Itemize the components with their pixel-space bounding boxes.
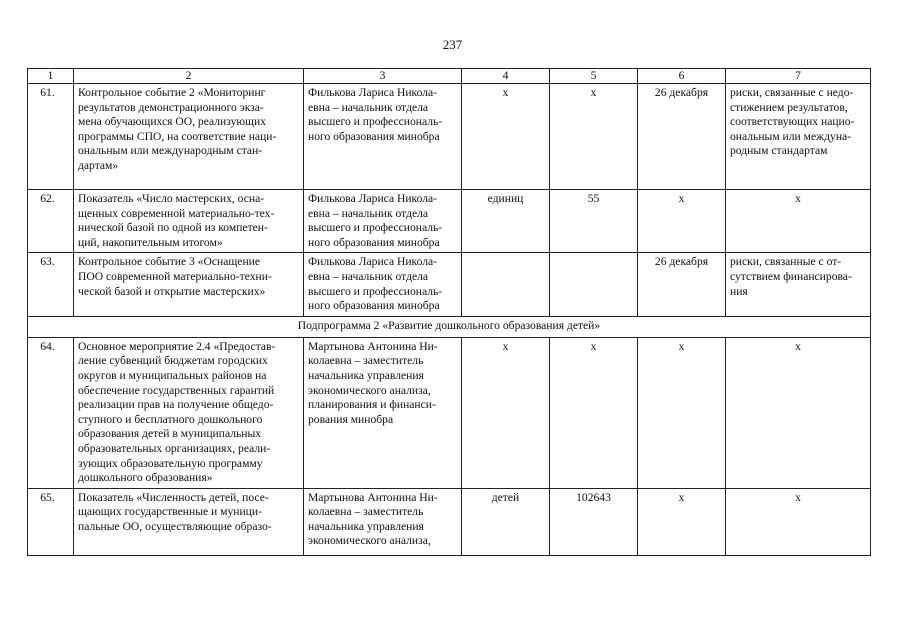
column-header: 6	[638, 69, 726, 84]
risk-cell: х	[726, 488, 871, 555]
column-header: 1	[28, 69, 74, 84]
event-name: Контрольное событие 3 «Оснащение ПОО современной материально-техни- ческой базой и открытие мастерских»	[74, 253, 304, 316]
risk-cell: риски, связанные с недо- стижением результатов, соответствующих нацио- ональным или междуна- родным стандартам	[726, 84, 871, 190]
deadline-cell: 26 декабря	[638, 253, 726, 316]
responsible-person: Филькова Лариса Никола- евна – начальник отдела высшего и профессиональ- ного образования минобра	[304, 253, 462, 316]
plan-table	[27, 68, 871, 556]
subprogram-row	[28, 316, 871, 337]
event-name: Основное мероприятие 2.4 «Предостав- ление субвенций бюджетам городских округов и муниципальных районов на обеспечение государственных гарантий реализации прав на получение общедо- ступного и бесплатного дошкольного образования детей в муниципальных образовательных организациях, реали- зующих образовательную программу дошкольного образования»	[74, 337, 304, 488]
row-number: 61.	[28, 84, 74, 190]
row-number: 64.	[28, 337, 74, 488]
unit-cell: единиц	[462, 190, 550, 253]
subprogram-title: Подпрограмма 2 «Развитие дошкольного образования детей»	[28, 316, 871, 337]
row-number: 63.	[28, 253, 74, 316]
unit-cell: х	[462, 337, 550, 488]
table-header-row	[28, 69, 871, 84]
risk-cell: х	[726, 190, 871, 253]
event-name: Показатель «Число мастерских, осна- щенных современной материально-тех- нической базой по одной из компетен- ций, накопительным итогом»	[74, 190, 304, 253]
column-header: 3	[304, 69, 462, 84]
column-header: 2	[74, 69, 304, 84]
table-row	[28, 488, 871, 555]
risk-cell: х	[726, 337, 871, 488]
responsible-person: Мартынова Антонина Ни- колаевна – заместитель начальника управления экономического анализа,	[304, 488, 462, 555]
value-cell: х	[550, 84, 638, 190]
table-row	[28, 253, 871, 316]
table-row	[28, 337, 871, 488]
column-header: 7	[726, 69, 871, 84]
responsible-person: Мартынова Антонина Ни- колаевна – заместитель начальника управления экономического анализа, планирования и финанси- рования минобра	[304, 337, 462, 488]
value-cell	[550, 253, 638, 316]
event-name: Показатель «Численность детей, посе- щающих государственные и муници- пальные ОО, осуществляющие образо-	[74, 488, 304, 555]
table-row	[28, 84, 871, 190]
event-name: Контрольное событие 2 «Мониторинг результатов демонстрационного экза- мена обучающихся ОО, реализующих программы СПО, на соответствие наци- ональным или международным стан- дартам»	[74, 84, 304, 190]
column-header: 5	[550, 69, 638, 84]
deadline-cell: х	[638, 488, 726, 555]
deadline-cell: 26 декабря	[638, 84, 726, 190]
deadline-cell: х	[638, 337, 726, 488]
value-cell: 102643	[550, 488, 638, 555]
column-header: 4	[462, 69, 550, 84]
responsible-person: Филькова Лариса Никола- евна – начальник отдела высшего и профессиональ- ного образования минобра	[304, 190, 462, 253]
unit-cell: детей	[462, 488, 550, 555]
unit-cell	[462, 253, 550, 316]
table-row	[28, 190, 871, 253]
deadline-cell: х	[638, 190, 726, 253]
page-number: 237	[442, 37, 463, 52]
row-number: 65.	[28, 488, 74, 555]
value-cell: х	[550, 337, 638, 488]
row-number: 62.	[28, 190, 74, 253]
responsible-person: Филькова Лариса Никола- евна – начальник отдела высшего и профессиональ- ного образования минобра	[304, 84, 462, 190]
risk-cell: риски, связанные с от- сутствием финансирова- ния	[726, 253, 871, 316]
value-cell: 55	[550, 190, 638, 253]
unit-cell: х	[462, 84, 550, 190]
